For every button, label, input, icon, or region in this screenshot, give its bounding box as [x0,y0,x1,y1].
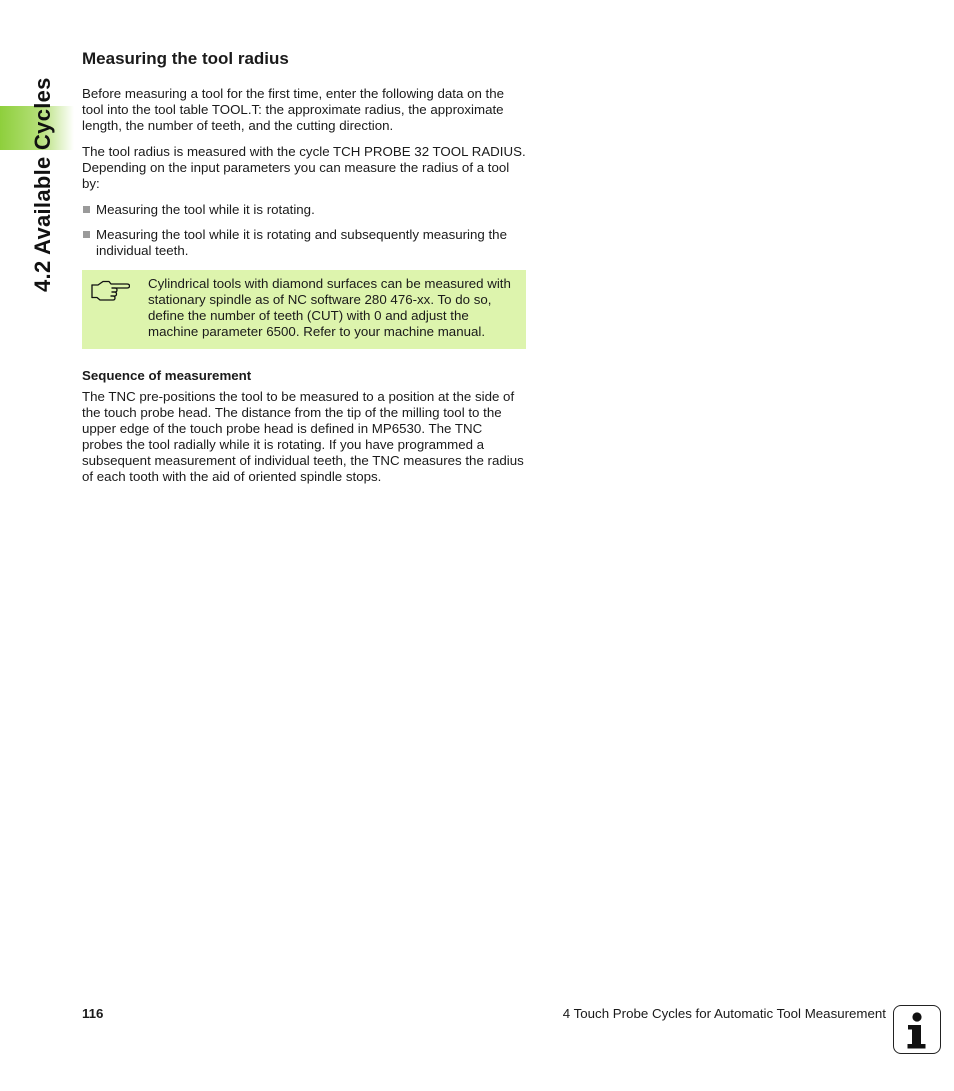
list-item-text: Measuring the tool while it is rotating and subsequently measuring the individual teeth. [96,227,507,258]
section-title-vertical: 4.2 Available Cycles [30,77,55,292]
page-heading: Measuring the tool radius [82,49,289,68]
pointing-hand-icon [90,278,130,304]
square-bullet-icon [83,206,90,213]
chapter-title: 4 Touch Probe Cycles for Automatic Tool Measurement [562,1006,886,1021]
measurement-options-list [82,202,526,259]
page-number: 116 [82,1006,104,1021]
main-content [82,48,526,485]
subheading: Sequence of measurement [82,368,252,383]
cycle-paragraph: The tool radius is measured with the cycle TCH PROBE 32 TOOL RADIUS. Depending on the input parameters you can measure the radius of a tool by: [82,144,526,191]
list-item [82,227,526,259]
intro-paragraph: Before measuring a tool for the first time, enter the following data on the tool into the tool table TOOL.T: the approximate radius, the approximate length, the number of teeth, and the cutting direction. [82,86,505,133]
note-text: Cylindrical tools with diamond surfaces can be measured with stationary spindle as of NC software 280 476-xx. To do so, define the number of teeth (CUT) with 0 and adjust the machine parameter 6500. Refer to your machine manual. [148,276,511,339]
info-icon [893,1005,941,1054]
note-box [82,270,526,349]
list-item [82,202,526,218]
square-bullet-icon [83,231,90,238]
list-item-text: Measuring the tool while it is rotating. [96,202,315,217]
sequence-paragraph: The TNC pre-positions the tool to be measured to a position at the side of the touch probe head. The distance from the tip of the milling tool to the upper edge of the touch probe head is defined in MP6530. The TNC probes the tool radially while it is rotating. If you have programmed a subsequent measurement of individual teeth, the TNC measures the radius of each tooth with the aid of oriented spindle stops. [82,389,524,484]
